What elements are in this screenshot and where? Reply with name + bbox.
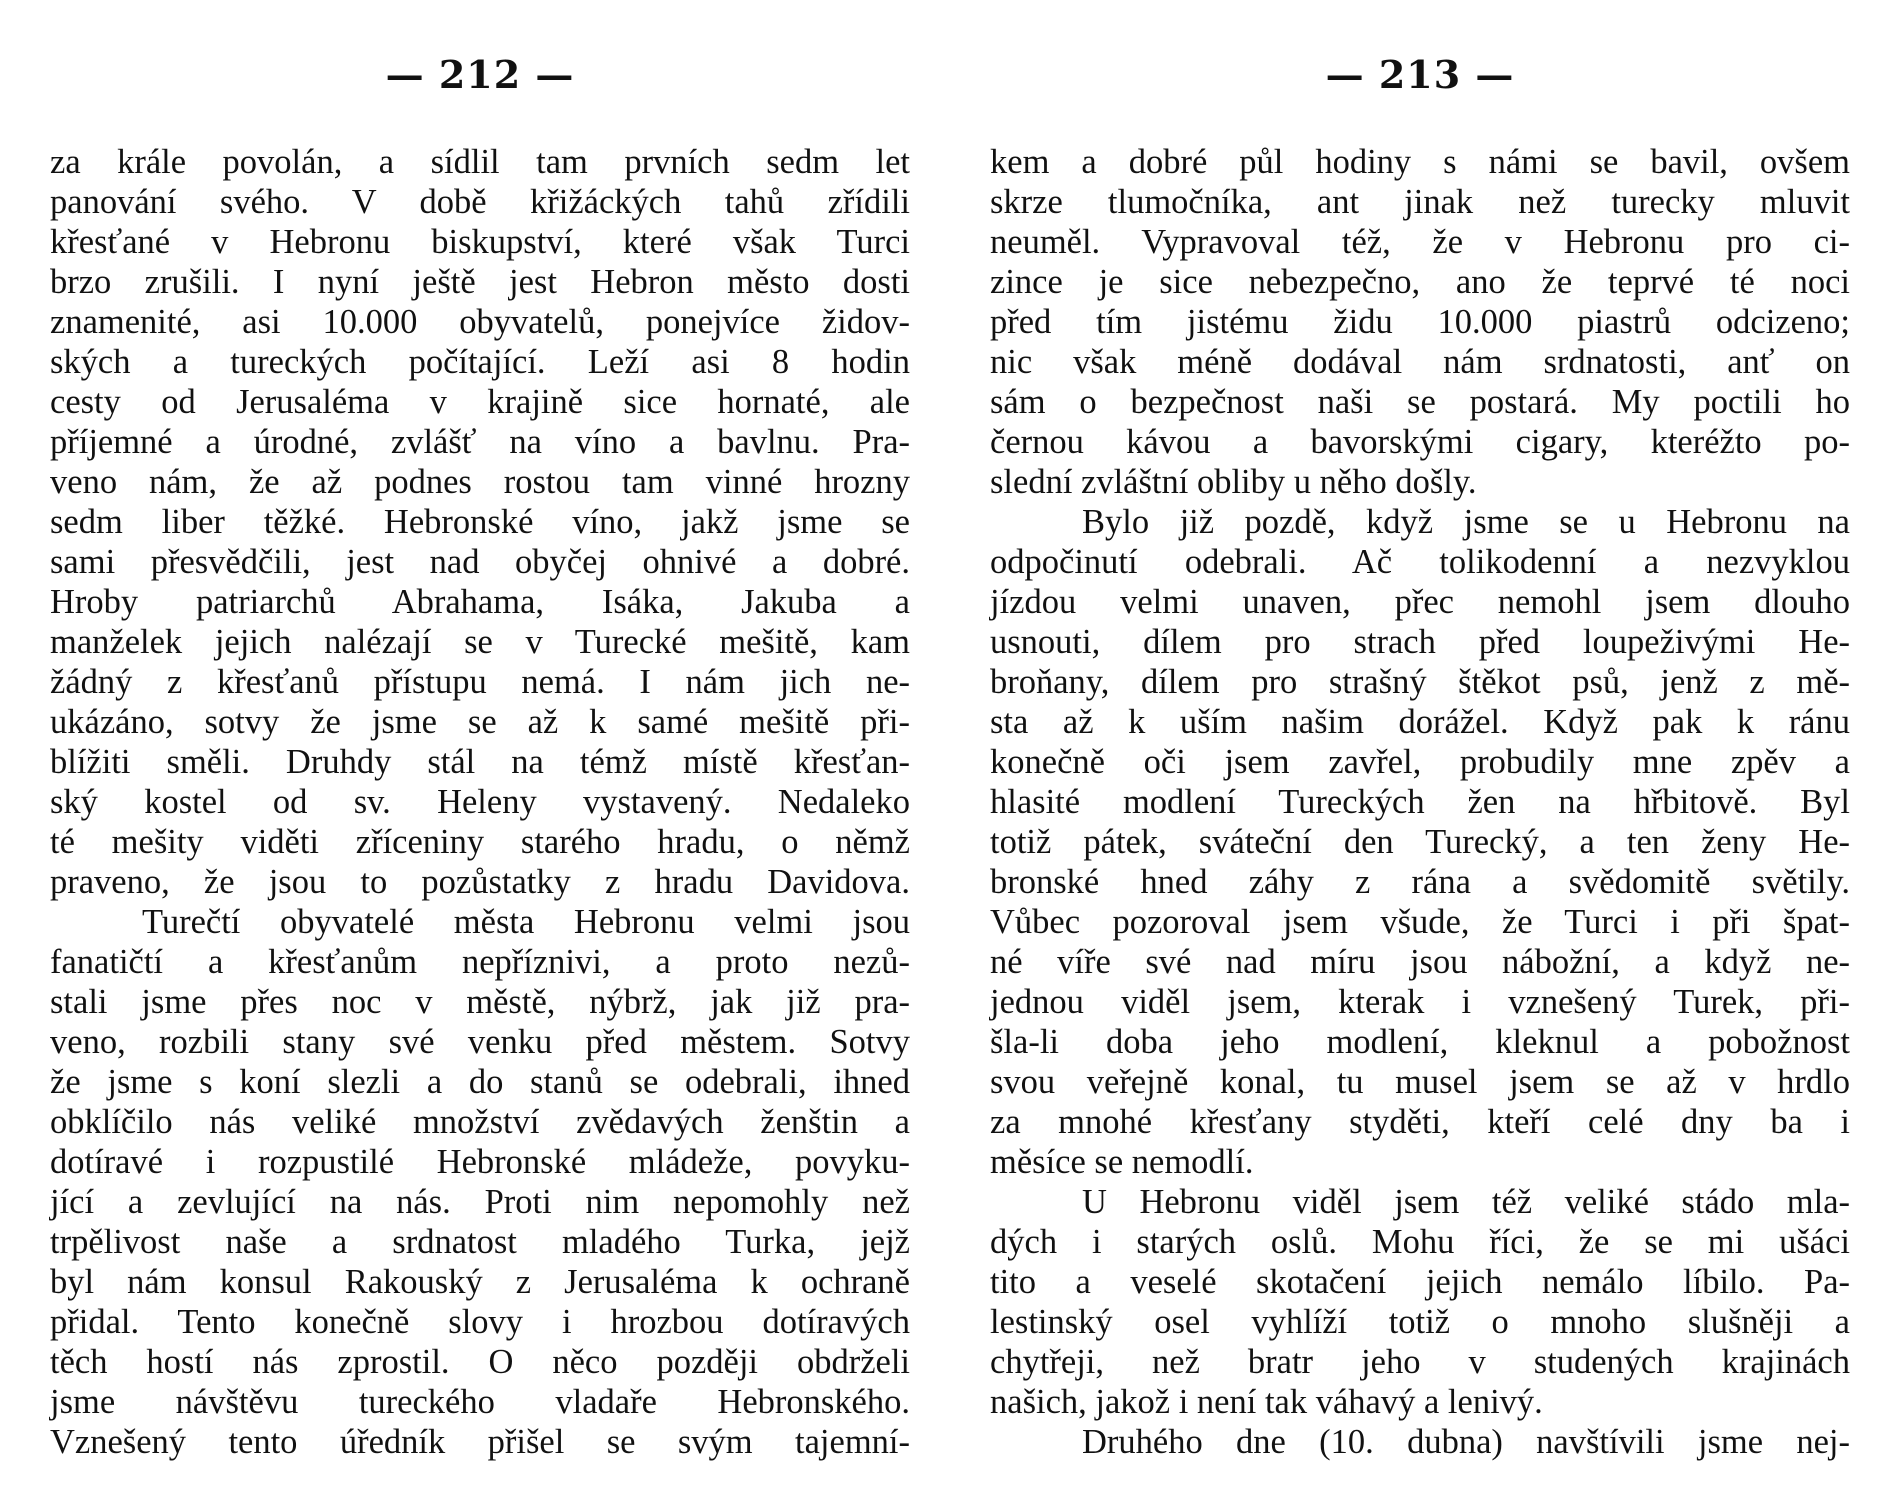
text-line: dotíravé i rozpustilé Hebronské mládeže, povyku- xyxy=(50,1143,910,1181)
text-line: těch hostí nás zprostil. O něco později obdrželi xyxy=(50,1343,910,1381)
text-line: sta až k uším našim dorážel. Když pak k ránu xyxy=(990,703,1850,741)
text-line: dých i starých oslů. Mohu říci, že se mi ušáci xyxy=(990,1223,1850,1261)
text-line: brzo zrušili. I nyní ještě jest Hebron město dosti xyxy=(50,263,910,301)
text-line: veno, rozbili stany své venku před městem. Sotvy xyxy=(50,1023,910,1061)
paragraph-start-line: U Hebronu viděl jsem též veliké stádo mla- xyxy=(1082,1183,1850,1221)
text-line: jízdou velmi unaven, přec nemohl jsem dlouho xyxy=(990,583,1850,621)
text-line: byl nám konsul Rakouský z Jerusaléma k ochraně xyxy=(50,1263,910,1301)
text-line: panování svého. V době křižáckých tahů zřídili xyxy=(50,183,910,221)
text-line: za mnohé křesťany styděti, kteří celé dny ba i xyxy=(990,1103,1850,1141)
left-page xyxy=(50,52,910,1462)
text-line: přidal. Tento konečně slovy i hrozbou dotíravých xyxy=(50,1303,910,1341)
text-line: ský kostel od sv. Heleny vystavený. Nedaleko xyxy=(50,783,910,821)
text-line: trpělivost naše a srdnatost mladého Turka, jejž xyxy=(50,1223,910,1261)
text-line: Vznešený tento úředník přišel se svým tajemní- xyxy=(50,1423,910,1461)
text-line: praveno, že jsou to pozůstatky z hradu Davidova. xyxy=(50,863,910,901)
text-line: nic však méně dodával nám srdnatosti, anť on xyxy=(990,343,1850,381)
text-line: křesťané v Hebronu biskupství, které však Turci xyxy=(50,223,910,261)
text-line: sám o bezpečnost naši se postará. My poctili ho xyxy=(990,383,1850,421)
paragraph-end-line: měsíce se nemodlí. xyxy=(990,1143,1254,1181)
text-line: za krále povolán, a sídlil tam prvních sedm let xyxy=(50,143,910,181)
text-line: té mešity viděti zříceniny starého hradu, o němž xyxy=(50,823,910,861)
text-line: obklíčilo nás veliké množství zvědavých ženštin a xyxy=(50,1103,910,1141)
text-line: zince je sice nebezpečno, ano že teprvé té noci xyxy=(990,263,1850,301)
left-page-text xyxy=(50,142,910,1462)
text-line: Vůbec pozoroval jsem všude, že Turci i při špat- xyxy=(990,903,1850,941)
text-line: sedm liber těžké. Hebronské víno, jakž jsme se xyxy=(50,503,910,541)
text-line: ských a tureckých počítající. Leží asi 8 hodin xyxy=(50,343,910,381)
text-line: svou veřejně konal, tu musel jsem se až v hrdlo xyxy=(990,1063,1850,1101)
text-line: jsme návštěvu tureckého vladaře Hebronského. xyxy=(50,1383,910,1421)
paragraph-end-line: našich, jakož i není tak váhavý a lenivý. xyxy=(990,1383,1543,1421)
paragraph-end-line: slední zvláštní obliby u něho došly. xyxy=(990,463,1477,501)
text-line: blížiti směli. Druhdy stál na témž místě křesťan- xyxy=(50,743,910,781)
text-line: né víře své nad míru jsou nábožní, a když ne- xyxy=(990,943,1850,981)
text-line: jednou viděl jsem, kterak i vznešený Turek, při- xyxy=(990,983,1850,1021)
text-line: před tím jistému židu 10.000 piastrů odcizeno; xyxy=(990,303,1850,341)
text-line: usnouti, dílem pro strach před loupeživými He- xyxy=(990,623,1850,661)
text-line: neuměl. Vypravoval též, že v Hebronu pro ci- xyxy=(990,223,1850,261)
right-page-text xyxy=(990,142,1850,1462)
paragraph-start-line: Bylo již pozdě, když jsme se u Hebronu na xyxy=(1082,503,1850,541)
text-line: totiž pátek, sváteční den Turecký, a ten ženy He- xyxy=(990,823,1850,861)
text-line: broňany, dílem pro strašný štěkot psů, jenž z mě- xyxy=(990,663,1850,701)
text-line: Hroby patriarchů Abrahama, Isáka, Jakuba a xyxy=(50,583,910,621)
text-line: tito a veselé skotačení jejich nemálo líbilo. Pa- xyxy=(990,1263,1850,1301)
text-line: fanatičtí a křesťanům nepříznivi, a proto nezů- xyxy=(50,943,910,981)
text-line: lestinský osel vyhlíží totiž o mnoho slušněji a xyxy=(990,1303,1850,1341)
text-line: chytřeji, než bratr jeho v studených krajinách xyxy=(990,1343,1850,1381)
text-line: černou kávou a bavorskými cigary, kteréžto po- xyxy=(990,423,1850,461)
page-number-213: — 213 — xyxy=(1325,52,1515,97)
paragraph-start-line: Druhého dne (10. dubna) navštívili jsme nej- xyxy=(1082,1423,1850,1461)
text-line: bronské hned záhy z rána a svědomitě světily. xyxy=(990,863,1850,901)
text-line: ukázáno, sotvy že jsme se až k samé mešitě při- xyxy=(50,703,910,741)
text-line: že jsme s koní slezli a do stanů se odebrali, ihned xyxy=(50,1063,910,1101)
text-line: příjemné a úrodné, zvlášť na víno a bavlnu. Pra- xyxy=(50,423,910,461)
text-line: žádný z křesťanů přístupu nemá. I nám jich ne- xyxy=(50,663,910,701)
text-line: cesty od Jerusaléma v krajině sice hornaté, ale xyxy=(50,383,910,421)
text-line: jící a zevlující na nás. Proti nim nepomohly než xyxy=(50,1183,910,1221)
text-line: skrze tlumočníka, ant jinak než turecky mluvit xyxy=(990,183,1850,221)
right-page xyxy=(990,52,1850,1462)
text-line: veno nám, že až podnes rostou tam vinné hrozny xyxy=(50,463,910,501)
text-line: manželek jejich nalézají se v Turecké mešitě, kam xyxy=(50,623,910,661)
text-line: šla-li doba jeho modlení, kleknul a pobožnost xyxy=(990,1023,1850,1061)
text-line: stali jsme přes noc v městě, nýbrž, jak již pra- xyxy=(50,983,910,1021)
text-line: sami přesvědčili, jest nad obyčej ohnivé a dobré. xyxy=(50,543,910,581)
text-line: odpočinutí odebrali. Ač tolikodenní a nezvyklou xyxy=(990,543,1850,581)
text-line: kem a dobré půl hodiny s námi se bavil, ovšem xyxy=(990,143,1850,181)
paragraph-start-line: Turečtí obyvatelé města Hebronu velmi jsou xyxy=(142,903,910,941)
text-line: znamenité, asi 10.000 obyvatelů, ponejvíce židov- xyxy=(50,303,910,341)
text-line: konečně oči jsem zavřel, probudily mne zpěv a xyxy=(990,743,1850,781)
page-number-212: — 212 — xyxy=(385,52,575,97)
text-line: hlasité modlení Tureckých žen na hřbitově. Byl xyxy=(990,783,1850,821)
